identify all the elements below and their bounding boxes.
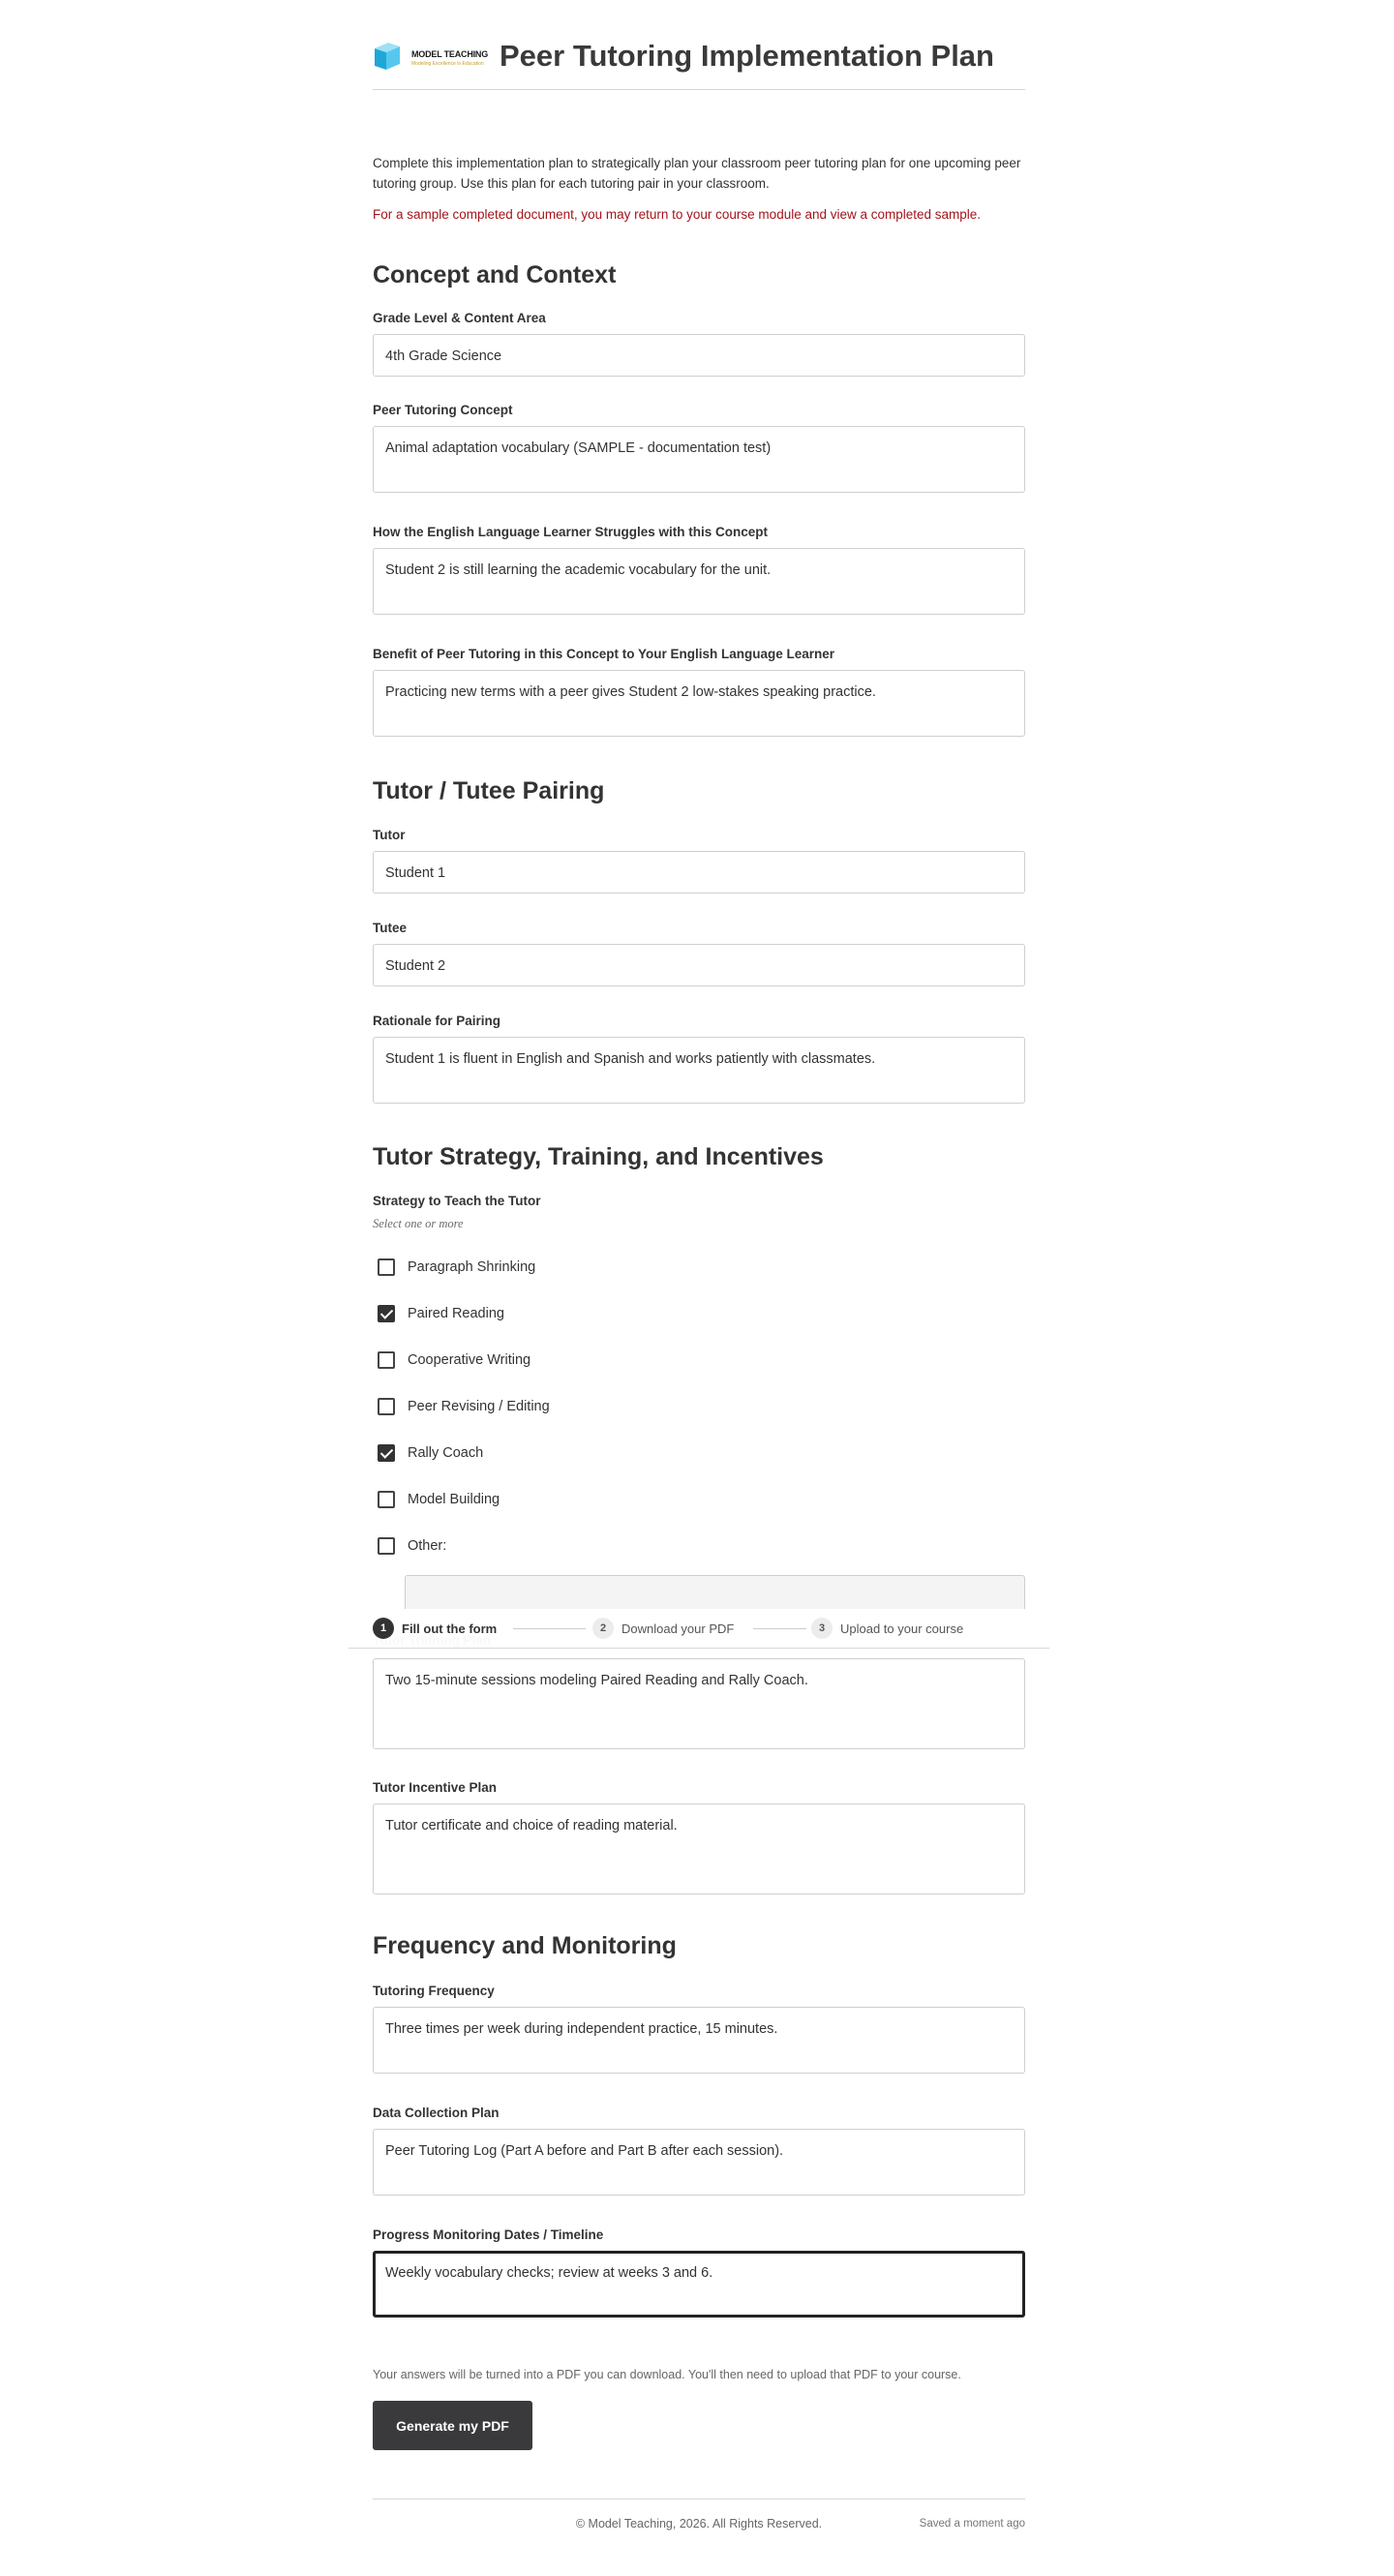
checkbox[interactable] xyxy=(378,1351,395,1369)
section-title-strategy: Tutor Strategy, Training, and Incentives xyxy=(373,1143,824,1170)
checkbox[interactable] xyxy=(378,1398,395,1415)
generate-pdf-button[interactable]: Generate my PDF xyxy=(373,2401,532,2450)
concept-label: Peer Tutoring Concept xyxy=(373,403,513,417)
strategy-option-label: Cooperative Writing xyxy=(408,1352,531,1368)
step-label: Download your PDF xyxy=(621,1621,735,1636)
frequency-textarea[interactable]: Three times per week during independent practice, 15 minutes. xyxy=(373,2007,1025,2074)
strategy-hint: Select one or more xyxy=(373,1217,464,1230)
struggle-textarea[interactable]: Student 2 is still learning the academic vocabulary for the unit. xyxy=(373,548,1025,615)
strategy-option-label: Other: xyxy=(408,1538,447,1554)
step-label: Upload to your course xyxy=(840,1621,964,1636)
benefit-label: Benefit of Peer Tutoring in this Concept to Your English Language Learner xyxy=(373,647,835,661)
strategy-option[interactable] xyxy=(373,1441,483,1465)
frequency-label: Tutoring Frequency xyxy=(373,1984,495,1998)
checkbox-checked[interactable] xyxy=(378,1305,395,1322)
strategy-option[interactable] xyxy=(373,1395,550,1418)
checkbox-checked[interactable] xyxy=(378,1444,395,1462)
page-header xyxy=(373,29,1025,90)
page-footer xyxy=(373,2499,1025,2538)
rationale-textarea[interactable]: Student 1 is fluent in English and Spanish and works patiently with classmates. xyxy=(373,1037,1025,1104)
sample-note: For a sample completed document, you may return to your course module and view a completed sample. xyxy=(373,207,982,222)
strategy-option-label: Peer Revising / Editing xyxy=(408,1399,550,1414)
rationale-label: Rationale for Pairing xyxy=(373,1014,501,1028)
strategy-option[interactable] xyxy=(373,1302,504,1325)
struggle-label: How the English Language Learner Struggles with this Concept xyxy=(373,525,769,539)
step-number: 2 xyxy=(592,1618,614,1639)
logo-tagline: Modeling Excellence in Education xyxy=(411,61,484,67)
page-title: Peer Tutoring Implementation Plan xyxy=(500,39,994,73)
step-number: 1 xyxy=(373,1618,394,1639)
pdf-note: Your answers will be turned into a PDF you can download. You'll then need to upload that PDF to your course. xyxy=(373,2368,961,2381)
logo-wordmark: MODEL TEACHING xyxy=(411,49,489,59)
strategy-option[interactable] xyxy=(373,1488,500,1511)
tutee-input[interactable]: Student 2 xyxy=(373,944,1025,986)
intro-text: Complete this implementation plan to strategically plan your classroom peer tutoring plan for one upcoming peer tutoring group. Use this plan for each tutoring pair in your classroom. xyxy=(373,156,1021,191)
progress-textarea[interactable]: Weekly vocabulary checks; review at weeks 3 and 6. xyxy=(373,2251,1025,2318)
strategy-option-label: Rally Coach xyxy=(408,1445,484,1461)
step-connector xyxy=(753,1628,806,1629)
strategy-option-label: Paired Reading xyxy=(408,1306,504,1321)
incentive-label: Tutor Incentive Plan xyxy=(373,1780,498,1795)
copyright-text: © Model Teaching, 2026. All Rights Reserved. xyxy=(575,2517,823,2531)
data-collection-textarea[interactable]: Peer Tutoring Log (Part A before and Part B after each session). xyxy=(373,2129,1025,2196)
strategy-label: Strategy to Teach the Tutor xyxy=(373,1194,541,1208)
progress-label: Progress Monitoring Dates / Timeline xyxy=(373,2227,604,2242)
other-strategy-input[interactable] xyxy=(405,1575,1025,1610)
data-collection-label: Data Collection Plan xyxy=(373,2106,500,2120)
section-title-pairing: Tutor / Tutee Pairing xyxy=(373,777,605,804)
tutor-input[interactable]: Student 1 xyxy=(373,851,1025,894)
step-download-pdf xyxy=(592,1609,734,1648)
model-teaching-logo xyxy=(373,39,487,76)
step-upload-course xyxy=(811,1609,963,1648)
section-title-concept: Concept and Context xyxy=(373,261,617,288)
strategy-option-label: Model Building xyxy=(408,1492,500,1507)
step-fill-form xyxy=(373,1609,497,1648)
strategy-option[interactable] xyxy=(373,1349,530,1372)
strategy-option[interactable] xyxy=(373,1534,446,1558)
book-icon xyxy=(373,43,402,72)
step-connector xyxy=(513,1628,586,1629)
training-textarea[interactable]: Two 15-minute sessions modeling Paired Reading and Rally Coach. xyxy=(373,1658,1025,1749)
checkbox[interactable] xyxy=(378,1258,395,1276)
strategy-option-label: Paragraph Shrinking xyxy=(408,1259,536,1275)
step-label: Fill out the form xyxy=(402,1621,498,1636)
grade-label: Grade Level & Content Area xyxy=(373,311,546,325)
incentive-textarea[interactable]: Tutor certificate and choice of reading material. xyxy=(373,1803,1025,1894)
checkbox[interactable] xyxy=(378,1491,395,1508)
tutee-label: Tutee xyxy=(373,921,408,935)
benefit-textarea[interactable]: Practicing new terms with a peer gives Student 2 low-stakes speaking practice. xyxy=(373,670,1025,737)
checkbox[interactable] xyxy=(378,1537,395,1555)
tutor-label: Tutor xyxy=(373,828,406,842)
progress-steps-bar xyxy=(348,1609,1049,1649)
strategy-option[interactable] xyxy=(373,1256,535,1279)
grade-input[interactable]: 4th Grade Science xyxy=(373,334,1025,377)
section-title-monitoring: Frequency and Monitoring xyxy=(373,1932,677,1959)
save-status: Saved a moment ago xyxy=(919,2518,1025,2530)
concept-textarea[interactable]: Animal adaptation vocabulary (SAMPLE - documentation test) xyxy=(373,426,1025,493)
step-number: 3 xyxy=(811,1618,833,1639)
